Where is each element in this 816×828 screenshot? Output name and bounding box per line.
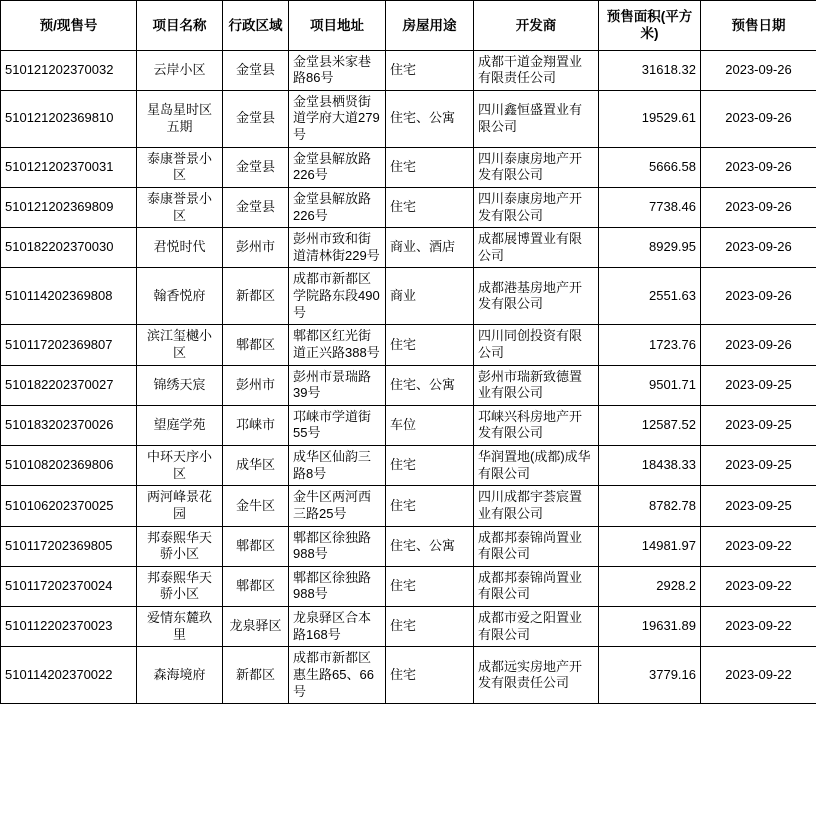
- cell-district: 金堂县: [223, 187, 289, 227]
- cell-presale-no: 510114202369808: [1, 268, 137, 325]
- table-header-row: [1, 1, 816, 51]
- cell-area: 7738.46: [599, 187, 701, 227]
- cell-presale-no: 510108202369806: [1, 446, 137, 486]
- cell-area: 1723.76: [599, 325, 701, 365]
- cell-address: 邛崃市学道街55号: [289, 405, 386, 445]
- cell-presale-no: 510121202369809: [1, 187, 137, 227]
- cell-district: 龙泉驿区: [223, 607, 289, 647]
- cell-address: 成都市新都区学院路东段490号: [289, 268, 386, 325]
- cell-date: 2023-09-25: [701, 405, 816, 445]
- cell-developer: 四川成都宇荟宸置业有限公司: [474, 486, 599, 526]
- cell-address: 彭州市致和街道清林街229号: [289, 228, 386, 268]
- cell-project-name: 云岸小区: [137, 50, 223, 90]
- cell-developer: 四川泰康房地产开发有限公司: [474, 147, 599, 187]
- cell-developer: 成都邦泰锦尚置业有限公司: [474, 566, 599, 606]
- table-row: [1, 50, 816, 90]
- cell-presale-no: 510114202370022: [1, 647, 137, 704]
- cell-developer: 四川泰康房地产开发有限公司: [474, 187, 599, 227]
- cell-project-name: 中环天序小区: [137, 446, 223, 486]
- cell-developer: 成都干道金翔置业有限责任公司: [474, 50, 599, 90]
- cell-presale-no: 510182202370027: [1, 365, 137, 405]
- column-header-usage: 房屋用途: [386, 1, 474, 51]
- cell-date: 2023-09-22: [701, 526, 816, 566]
- cell-district: 郫都区: [223, 566, 289, 606]
- cell-date: 2023-09-25: [701, 365, 816, 405]
- cell-district: 金堂县: [223, 90, 289, 147]
- cell-address: 金堂县解放路226号: [289, 147, 386, 187]
- cell-district: 金牛区: [223, 486, 289, 526]
- cell-project-name: 滨江玺樾小区: [137, 325, 223, 365]
- cell-date: 2023-09-26: [701, 187, 816, 227]
- cell-developer: 成都远实房地产开发有限责任公司: [474, 647, 599, 704]
- cell-date: 2023-09-26: [701, 268, 816, 325]
- cell-presale-no: 510121202369810: [1, 90, 137, 147]
- cell-presale-no: 510117202369807: [1, 325, 137, 365]
- cell-usage: 住宅: [386, 566, 474, 606]
- cell-district: 金堂县: [223, 50, 289, 90]
- cell-usage: 住宅: [386, 50, 474, 90]
- cell-date: 2023-09-25: [701, 486, 816, 526]
- cell-usage: 住宅: [386, 325, 474, 365]
- cell-developer: 成都市爱之阳置业有限公司: [474, 607, 599, 647]
- cell-usage: 商业: [386, 268, 474, 325]
- table-row: [1, 526, 816, 566]
- cell-area: 5666.58: [599, 147, 701, 187]
- cell-usage: 住宅、公寓: [386, 365, 474, 405]
- cell-address: 金牛区两河西三路25号: [289, 486, 386, 526]
- column-header-presale-no: 预/现售号: [1, 1, 137, 51]
- cell-usage: 住宅、公寓: [386, 90, 474, 147]
- table-row: [1, 187, 816, 227]
- cell-area: 12587.52: [599, 405, 701, 445]
- cell-district: 彭州市: [223, 228, 289, 268]
- cell-project-name: 邦泰熙华天骄小区: [137, 526, 223, 566]
- cell-presale-no: 510182202370030: [1, 228, 137, 268]
- cell-presale-no: 510117202369805: [1, 526, 137, 566]
- column-header-date: 预售日期: [701, 1, 816, 51]
- cell-date: 2023-09-22: [701, 647, 816, 704]
- cell-usage: 住宅: [386, 446, 474, 486]
- cell-date: 2023-09-26: [701, 90, 816, 147]
- cell-developer: 成都邦泰锦尚置业有限公司: [474, 526, 599, 566]
- cell-developer: 华润置地(成都)成华有限公司: [474, 446, 599, 486]
- table-row: [1, 147, 816, 187]
- cell-project-name: 泰康誉景小区: [137, 187, 223, 227]
- cell-address: 彭州市景瑞路39号: [289, 365, 386, 405]
- cell-district: 郫都区: [223, 325, 289, 365]
- cell-presale-no: 510112202370023: [1, 607, 137, 647]
- column-header-developer: 开发商: [474, 1, 599, 51]
- cell-project-name: 望庭学苑: [137, 405, 223, 445]
- table-row: [1, 566, 816, 606]
- cell-presale-no: 510121202370032: [1, 50, 137, 90]
- cell-area: 31618.32: [599, 50, 701, 90]
- cell-presale-no: 510117202370024: [1, 566, 137, 606]
- table-row: [1, 228, 816, 268]
- column-header-area: 预售面积(平方米): [599, 1, 701, 51]
- cell-developer: 成都港基房地产开发有限公司: [474, 268, 599, 325]
- cell-district: 新都区: [223, 268, 289, 325]
- cell-area: 2928.2: [599, 566, 701, 606]
- table-row: [1, 607, 816, 647]
- cell-area: 8929.95: [599, 228, 701, 268]
- column-header-district: 行政区域: [223, 1, 289, 51]
- cell-project-name: 两河峰景花园: [137, 486, 223, 526]
- cell-project-name: 爱情东麓玖里: [137, 607, 223, 647]
- table-row: [1, 268, 816, 325]
- cell-address: 郫都区徐独路988号: [289, 566, 386, 606]
- column-header-project-name: 项目名称: [137, 1, 223, 51]
- cell-developer: 四川同创投资有限公司: [474, 325, 599, 365]
- cell-date: 2023-09-26: [701, 325, 816, 365]
- cell-district: 邛崃市: [223, 405, 289, 445]
- cell-usage: 住宅: [386, 607, 474, 647]
- cell-district: 新都区: [223, 647, 289, 704]
- cell-area: 9501.71: [599, 365, 701, 405]
- cell-district: 彭州市: [223, 365, 289, 405]
- cell-date: 2023-09-26: [701, 147, 816, 187]
- table-row: [1, 90, 816, 147]
- table-row: [1, 325, 816, 365]
- cell-district: 郫都区: [223, 526, 289, 566]
- cell-address: 郫都区徐独路988号: [289, 526, 386, 566]
- cell-area: 14981.97: [599, 526, 701, 566]
- cell-usage: 住宅: [386, 147, 474, 187]
- cell-developer: 成都展博置业有限公司: [474, 228, 599, 268]
- cell-date: 2023-09-25: [701, 446, 816, 486]
- table-header: [1, 1, 816, 51]
- table-body: [1, 50, 816, 704]
- cell-project-name: 君悦时代: [137, 228, 223, 268]
- cell-usage: 住宅: [386, 486, 474, 526]
- cell-address: 成都市新都区惠生路65、66号: [289, 647, 386, 704]
- cell-address: 金堂县栖贤街道学府大道279号: [289, 90, 386, 147]
- cell-district: 金堂县: [223, 147, 289, 187]
- cell-project-name: 泰康誉景小区: [137, 147, 223, 187]
- cell-address: 龙泉驿区合本路168号: [289, 607, 386, 647]
- cell-developer: 邛崃兴科房地产开发有限公司: [474, 405, 599, 445]
- cell-usage: 住宅: [386, 187, 474, 227]
- cell-area: 19529.61: [599, 90, 701, 147]
- cell-usage: 住宅、公寓: [386, 526, 474, 566]
- cell-area: 19631.89: [599, 607, 701, 647]
- table-row: [1, 365, 816, 405]
- cell-area: 3779.16: [599, 647, 701, 704]
- cell-presale-no: 510183202370026: [1, 405, 137, 445]
- cell-presale-no: 510121202370031: [1, 147, 137, 187]
- cell-district: 成华区: [223, 446, 289, 486]
- cell-usage: 商业、酒店: [386, 228, 474, 268]
- cell-project-name: 锦绣天宸: [137, 365, 223, 405]
- cell-usage: 住宅: [386, 647, 474, 704]
- cell-project-name: 森海境府: [137, 647, 223, 704]
- cell-project-name: 翰香悦府: [137, 268, 223, 325]
- cell-address: 金堂县解放路226号: [289, 187, 386, 227]
- cell-area: 8782.78: [599, 486, 701, 526]
- cell-address: 金堂县米家巷路86号: [289, 50, 386, 90]
- cell-presale-no: 510106202370025: [1, 486, 137, 526]
- cell-developer: 彭州市瑞新致德置业有限公司: [474, 365, 599, 405]
- cell-address: 郫都区红光街道正兴路388号: [289, 325, 386, 365]
- cell-date: 2023-09-22: [701, 566, 816, 606]
- cell-area: 18438.33: [599, 446, 701, 486]
- cell-date: 2023-09-26: [701, 50, 816, 90]
- table-row: [1, 647, 816, 704]
- cell-project-name: 邦泰熙华天骄小区: [137, 566, 223, 606]
- cell-address: 成华区仙韵三路8号: [289, 446, 386, 486]
- cell-date: 2023-09-22: [701, 607, 816, 647]
- cell-area: 2551.63: [599, 268, 701, 325]
- column-header-address: 项目地址: [289, 1, 386, 51]
- cell-usage: 车位: [386, 405, 474, 445]
- table-row: [1, 405, 816, 445]
- table-row: [1, 446, 816, 486]
- cell-date: 2023-09-26: [701, 228, 816, 268]
- table-row: [1, 486, 816, 526]
- cell-developer: 四川鑫恒盛置业有限公司: [474, 90, 599, 147]
- cell-project-name: 星岛星时区五期: [137, 90, 223, 147]
